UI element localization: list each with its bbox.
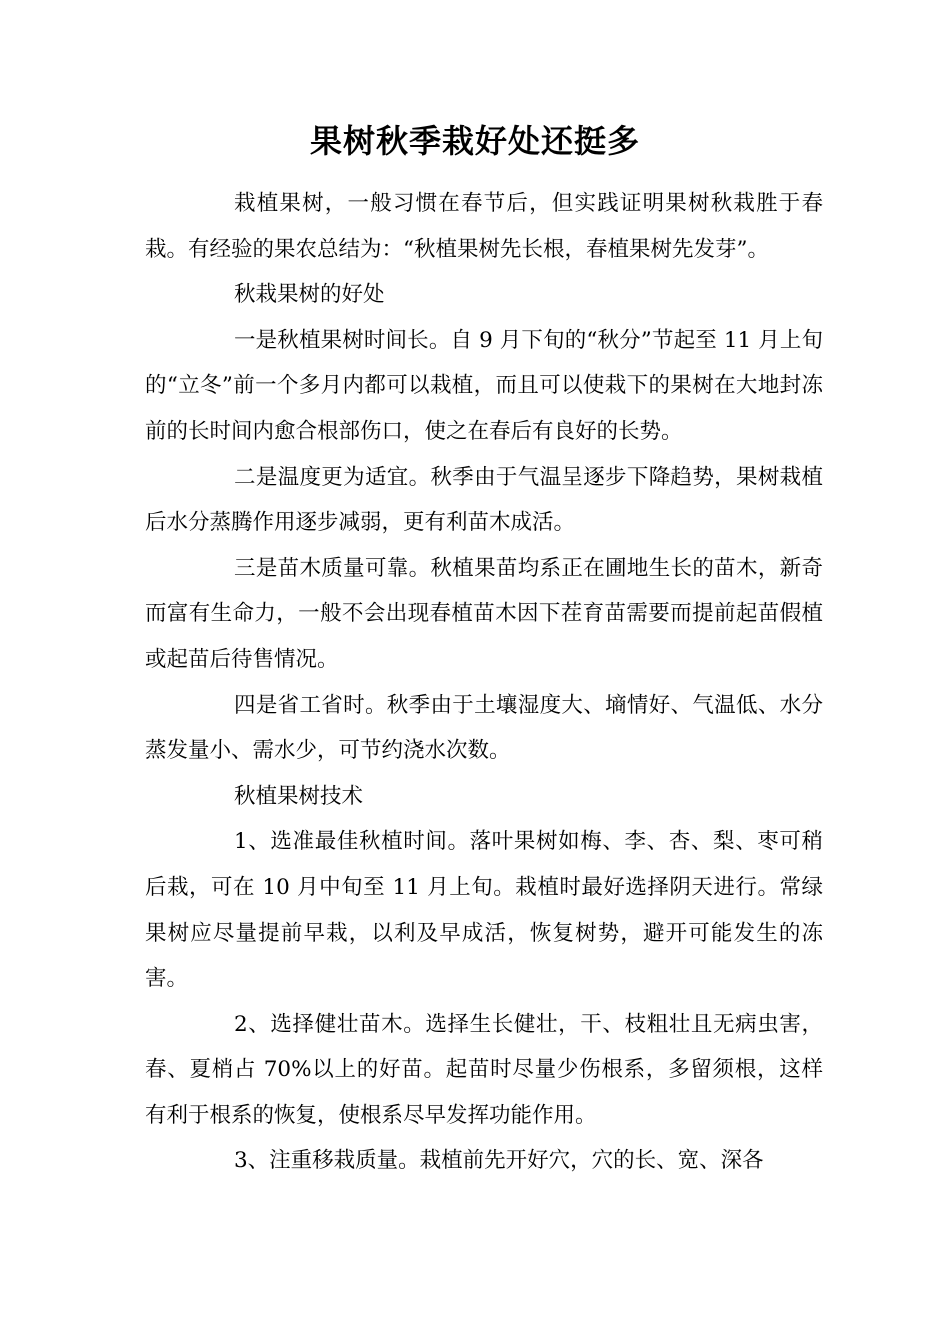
paragraph-intro: 栽植果树，一般习惯在春节后，但实践证明果树秋栽胜于春栽。有经验的果农总结为：“秋植果树先长根，春植果树先发芽”。	[145, 191, 823, 262]
paragraph-benefit-4: 四是省工省时。秋季由于土壤湿度大、墒情好、气温低、水分蒸发量小、需水少，可节约浇水次数。	[145, 692, 823, 764]
paragraph-benefit-1: 一是秋植果树时间长。自 9 月下旬的“秋分”节起至 11 月上旬的“立冬”前一个多月内都可以栽植，而且可以使栽下的果树在大地封冻前的长时间内愈合根部伤口，使之在春后有良好的长势。	[145, 327, 823, 444]
paragraph-technique-3: 3、注重移栽质量。栽植前先开好穴，穴的长、宽、深各	[234, 1148, 764, 1174]
paragraph-technique-2: 2、选择健壮苗木。选择生长健壮，干、枝粗壮且无病虫害，春、夏梢占 70%以上的好苗。起苗时尽量少伤根系，多留须根，这样有利于根系的恢复，使根系尽早发挥功能作用。	[145, 1011, 823, 1128]
section-heading-techniques: 秋植果树技术	[234, 783, 364, 809]
paragraph-benefit-2: 二是温度更为适宜。秋季由于气温呈逐步下降趋势，果树栽植后水分蒸腾作用逐步减弱，更有利苗木成活。	[145, 464, 823, 536]
document-title: 果树秋季栽好处还挺多	[309, 122, 640, 160]
document-body	[145, 181, 823, 1184]
paragraph-benefit-3: 三是苗木质量可靠。秋植果苗均系正在圃地生长的苗木，新奇而富有生命力，一般不会出现春植苗木因下茬育苗需要而提前起苗假植或起苗后待售情况。	[145, 555, 823, 672]
section-heading-benefits: 秋栽果树的好处	[234, 282, 385, 308]
paragraph-technique-1: 1、选准最佳秋植时间。落叶果树如梅、李、杏、梨、枣可稍后栽，可在 10 月中旬至 11 月上旬。栽植时最好选择阴天进行。常绿果树应尽量提前早栽，以利及早成活，恢复树势，避开可能发生的冻害。	[145, 829, 823, 992]
